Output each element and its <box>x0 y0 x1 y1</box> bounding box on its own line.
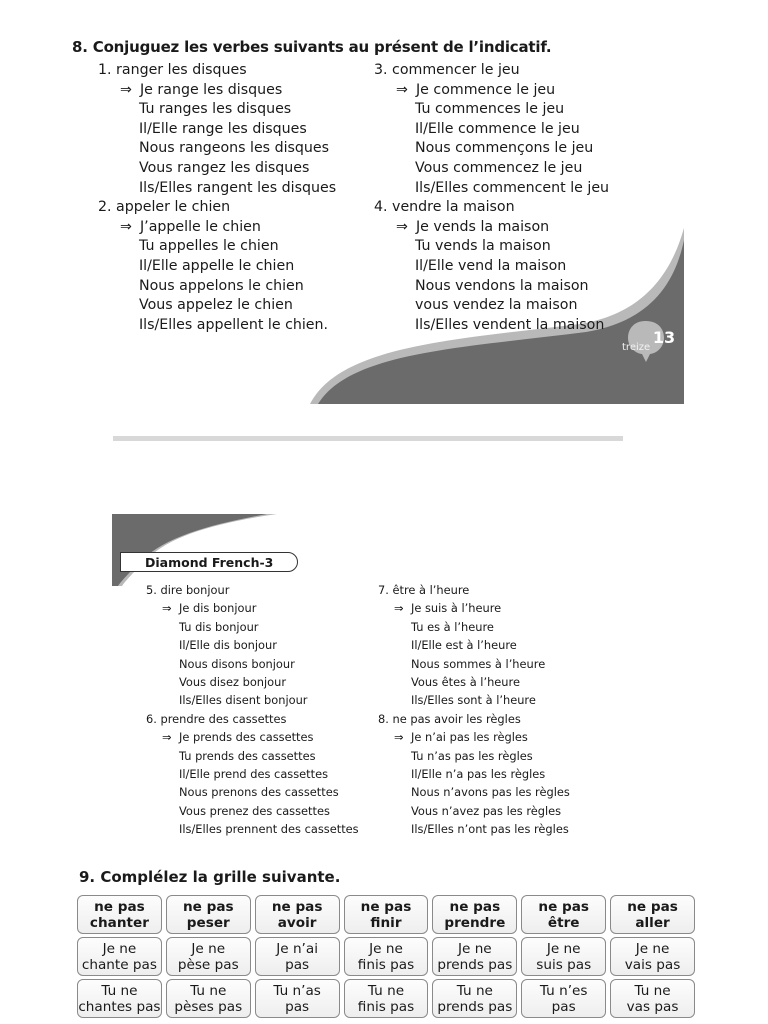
grid-header-cell: ne pas aller <box>610 895 695 934</box>
conjugation-line: Ils/Elles vendent la maison <box>415 316 605 333</box>
grid-cell: Je ne finis pas <box>344 937 429 976</box>
conjugation-line: Il/Elle prend des cassettes <box>179 766 329 781</box>
arrow-icon: ⇒ <box>120 81 132 98</box>
grid-cell: Tu ne pèses pas <box>166 979 251 1018</box>
grid-cell: Tu ne vas pas <box>610 979 695 1018</box>
conjugation-line: Ils/Elles appellent le chien. <box>139 316 329 333</box>
conjugation-line: Il/Elle commence le jeu <box>415 120 580 137</box>
book-left-column <box>146 581 359 838</box>
conjugation-line: Vous êtes à l’heure <box>411 674 520 689</box>
grid-cell: Tu ne finis pas <box>344 979 429 1018</box>
conjugation-line: Tu commences le jeu <box>415 101 565 118</box>
exercise-9-title: 9. Complélez la grille suivante. <box>79 868 341 886</box>
conjugation-line: vous vendez la maison <box>415 297 578 314</box>
conjugation-line: ⇒ Je vends la maison <box>374 218 609 238</box>
grid-header-cell: ne pas prendre <box>432 895 517 934</box>
conjugation-line: Tu dis bonjour <box>179 619 259 634</box>
verb-heading: 8. ne pas avoir les règles <box>378 711 521 726</box>
conjugation-line: Nous commençons le jeu <box>415 140 594 157</box>
page-divider <box>113 436 623 441</box>
conjugation-line: Tu n’as pas les règles <box>411 748 533 763</box>
conjugation-line: Tu es à l’heure <box>411 619 494 634</box>
grid-cell: Je ne chante pas <box>77 937 162 976</box>
grid-cell: Je ne pèse pas <box>166 937 251 976</box>
grid-header-cell: ne pas avoir <box>255 895 340 934</box>
arrow-icon: ⇒ <box>396 81 408 98</box>
conjugation-line: Vous n’avez pas les règles <box>411 803 562 818</box>
grid-cell: Je n’ai pas <box>255 937 340 976</box>
conjugation-line: Tu vends la maison <box>415 238 551 255</box>
conjugation-line: Il/Elle vend la maison <box>415 257 567 274</box>
book-right-column <box>378 581 570 838</box>
conjugation-line: Il/Elle est à l’heure <box>411 638 517 653</box>
exercise-8-right-column <box>374 61 609 335</box>
conjugation-line: Tu prends des cassettes <box>179 748 316 763</box>
grid-header-cell: ne pas peser <box>166 895 251 934</box>
conjugation-line: Nous sommes à l’heure <box>411 656 546 671</box>
conjugation-line: Ils/Elles sont à l’heure <box>411 693 536 708</box>
conjugation-line: Nous appelons le chien <box>139 277 304 294</box>
grid-header-cell: ne pas chanter <box>77 895 162 934</box>
conjugation-line: Nous n’avons pas les règles <box>411 785 570 800</box>
conjugation-line: Il/Elle dis bonjour <box>179 638 277 653</box>
exercise-8-left-column <box>98 61 336 335</box>
conjugation-line: Nous prenons des cassettes <box>179 785 339 800</box>
verb-heading: 4. vendre la maison <box>374 199 515 216</box>
arrow-icon: ⇒ <box>394 601 404 616</box>
grid-cell: Tu n’as pas <box>255 979 340 1018</box>
conjugation-line: Ils/Elles rangent les disques <box>139 179 337 196</box>
grid-cell: Je ne suis pas <box>521 937 606 976</box>
arrow-icon: ⇒ <box>394 730 404 745</box>
page-number-badge: 13 <box>652 327 676 347</box>
book-title-label: Diamond French-3 <box>120 552 298 572</box>
grid-cell: Je ne vais pas <box>610 937 695 976</box>
grid-header-cell: ne pas être <box>521 895 606 934</box>
conjugation-line: Ils/Elles commencent le jeu <box>415 179 610 196</box>
grid-cell: Tu n’es pas <box>521 979 606 1018</box>
page-number-word: treize <box>622 342 651 353</box>
verb-heading: 5. dire bonjour <box>146 583 230 597</box>
exercise-8-title: 8. Conjuguez les verbes suivants au présent de l’indicatif. <box>72 38 552 56</box>
conjugation-line: ⇒ J’appelle le chien <box>98 218 336 238</box>
conjugation-line: Il/Elle n’a pas les règles <box>411 766 546 781</box>
conjugation-line: Vous disez bonjour <box>179 674 287 689</box>
conjugation-line: Tu appelles le chien <box>139 238 279 255</box>
arrow-icon: ⇒ <box>162 601 172 616</box>
conjugation-line: Il/Elle range les disques <box>139 120 307 137</box>
grid-cell: Tu ne prends pas <box>432 979 517 1018</box>
conjugation-line: Vous appelez le chien <box>139 297 293 314</box>
verb-heading: 3. commencer le jeu <box>374 62 520 78</box>
conjugation-line: ⇒ Je n’ai pas les règles <box>378 728 570 746</box>
grid-header-cell: ne pas finir <box>344 895 429 934</box>
conjugation-line: Ils/Elles n’ont pas les règles <box>411 822 569 837</box>
conjugation-line: Nous disons bonjour <box>179 656 295 671</box>
conjugation-line: ⇒ Je range les disques <box>98 81 336 101</box>
conjugation-line: ⇒ Je commence le jeu <box>374 81 609 101</box>
conjugation-line: ⇒ Je dis bonjour <box>146 599 359 617</box>
page-corner-swoosh <box>112 514 292 586</box>
conjugation-line: Ils/Elles disent bonjour <box>179 693 308 708</box>
conjugation-line: Vous commencez le jeu <box>415 159 583 176</box>
conjugation-line: Nous vendons la maison <box>415 277 589 294</box>
conjugation-line: Vous prenez des cassettes <box>179 803 330 818</box>
verb-heading: 2. appeler le chien <box>98 199 231 216</box>
grid-cell: Je ne prends pas <box>432 937 517 976</box>
conjugation-line: Il/Elle appelle le chien <box>139 257 295 274</box>
verb-heading: 6. prendre des cassettes <box>146 711 287 726</box>
arrow-icon: ⇒ <box>396 218 408 235</box>
verb-heading: 1. ranger les disques <box>98 62 247 78</box>
conjugation-line: Vous rangez les disques <box>139 159 310 176</box>
conjugation-line: Nous rangeons les disques <box>139 140 330 157</box>
conjugation-line: Ils/Elles prennent des cassettes <box>179 822 359 837</box>
arrow-icon: ⇒ <box>120 218 132 235</box>
conjugation-line: Tu ranges les disques <box>139 101 292 118</box>
conjugation-line: ⇒ Je suis à l’heure <box>378 599 570 617</box>
arrow-icon: ⇒ <box>162 730 172 745</box>
grid-cell: Tu ne chantes pas <box>77 979 162 1018</box>
conjugation-grid <box>77 895 695 1018</box>
conjugation-line: ⇒ Je prends des cassettes <box>146 728 359 746</box>
verb-heading: 7. être à l’heure <box>378 583 470 597</box>
